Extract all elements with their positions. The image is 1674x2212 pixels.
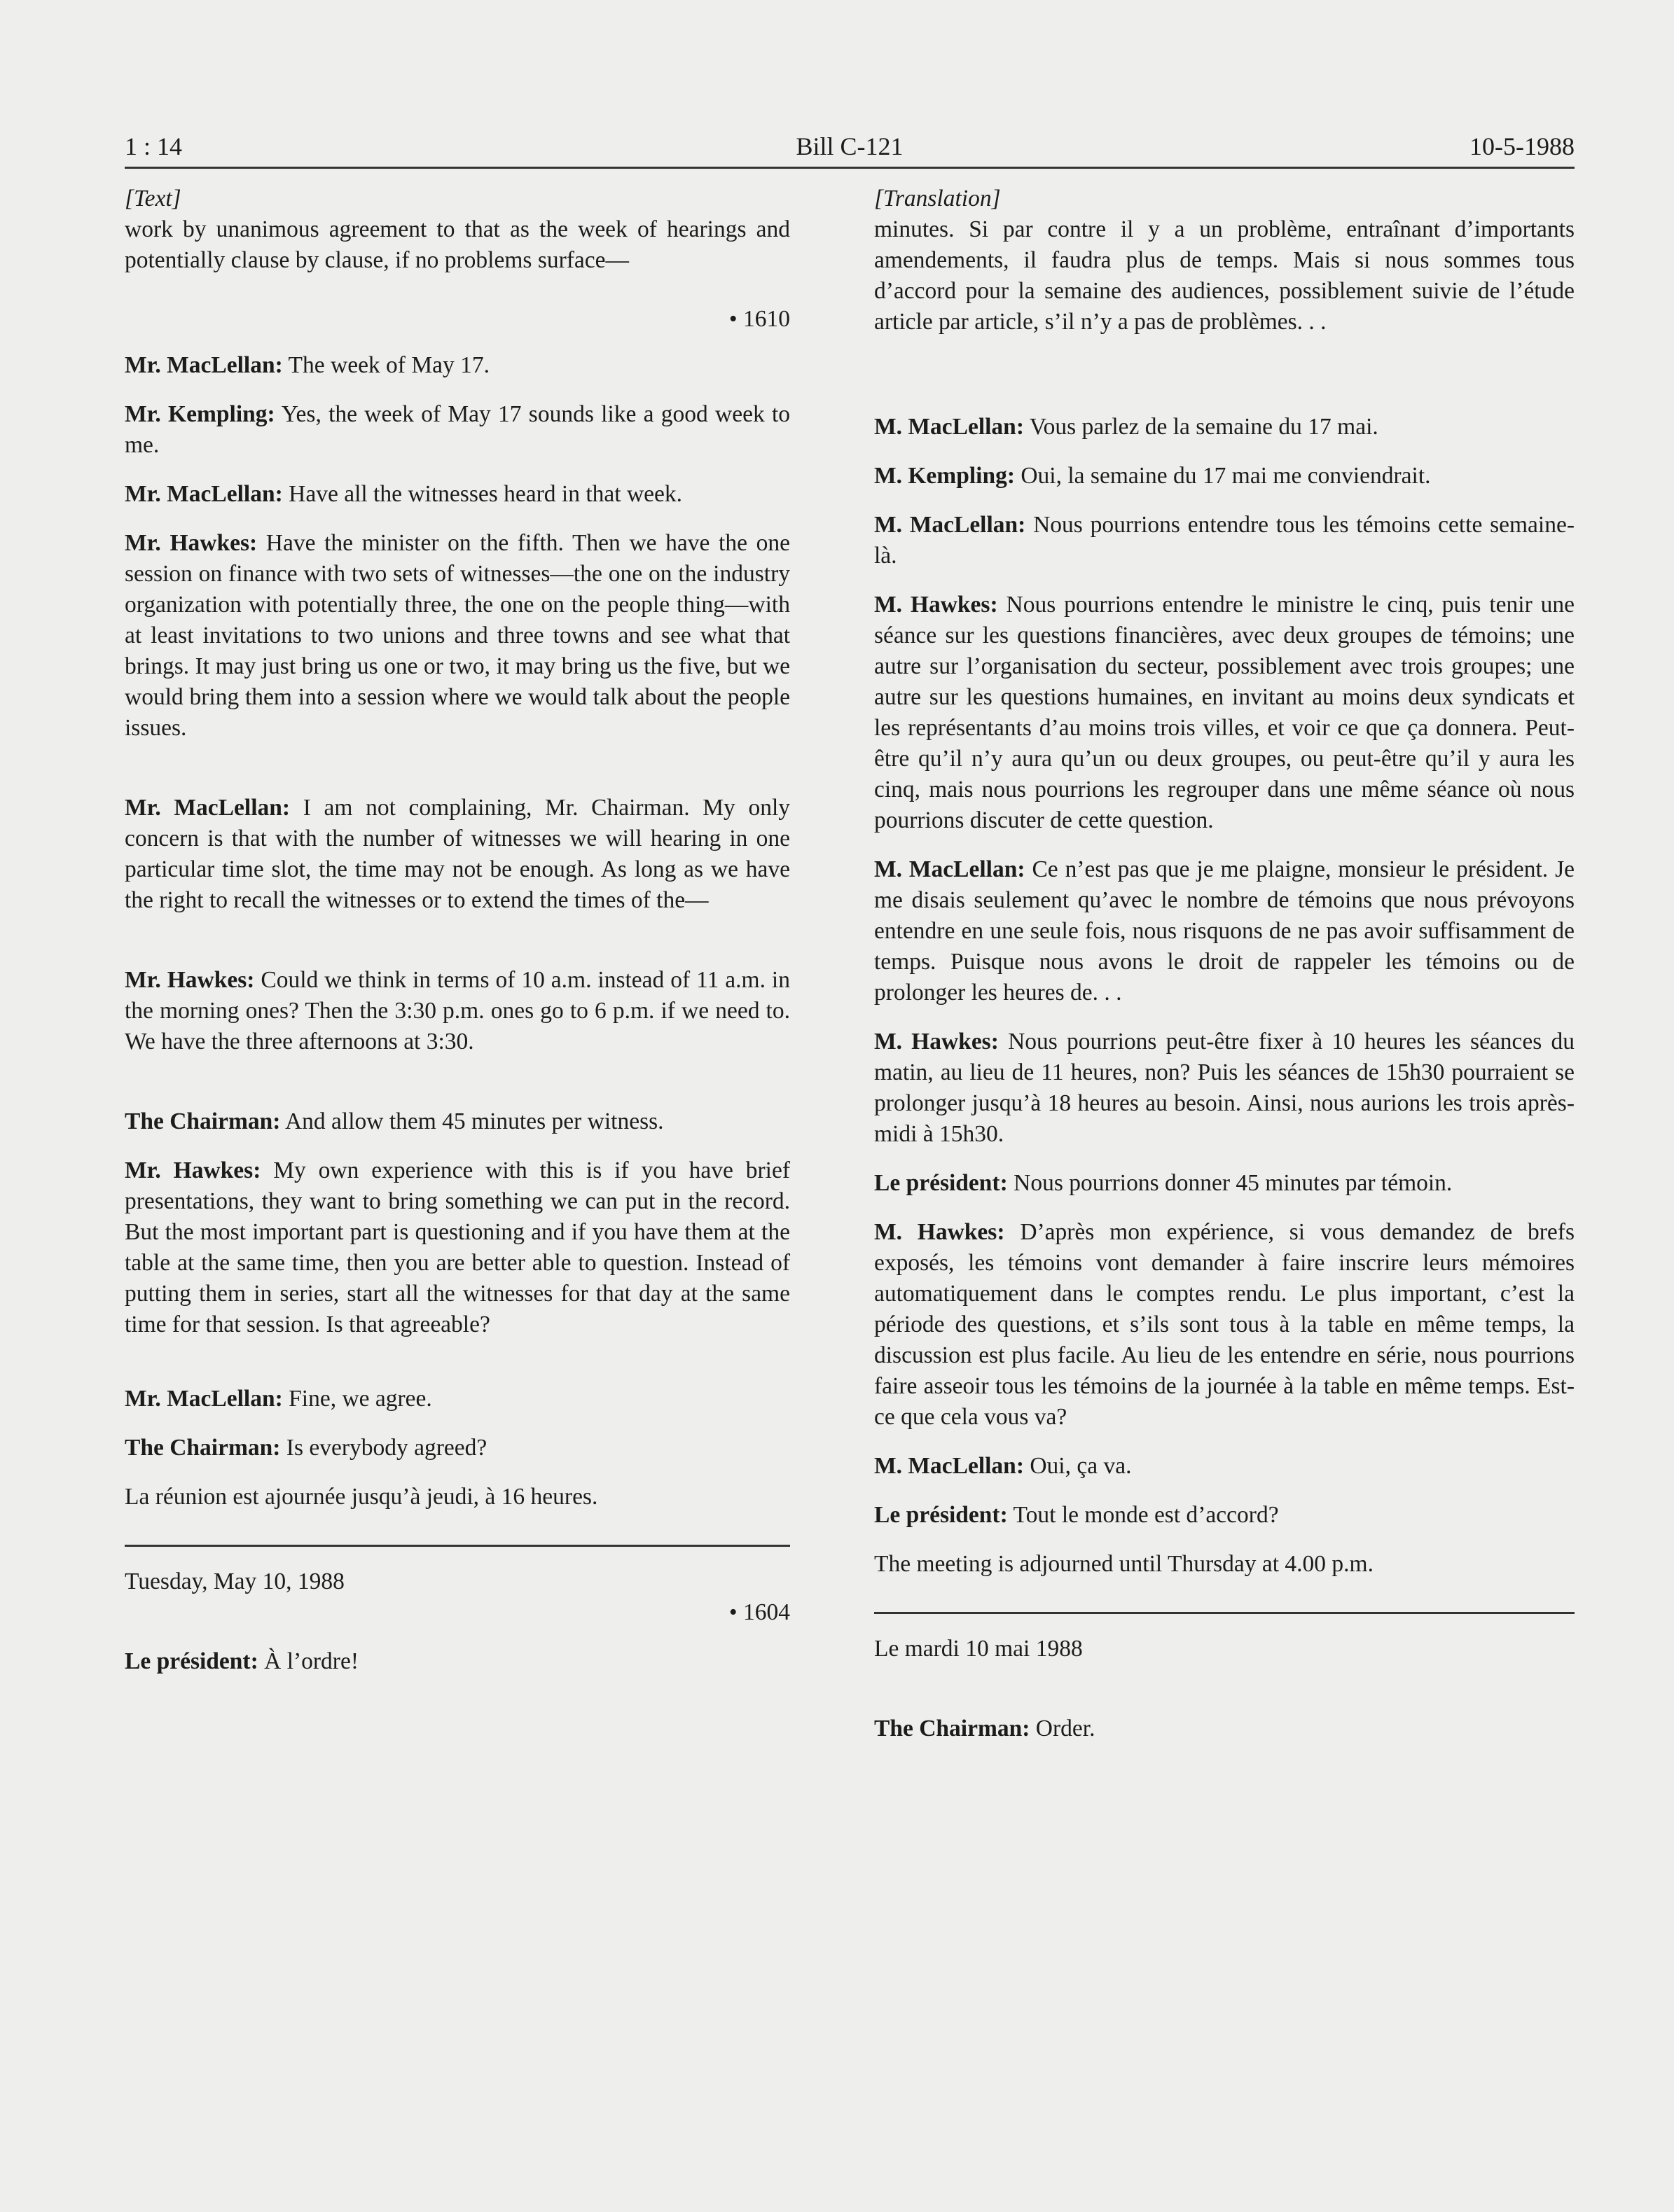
speech-entry <box>125 528 790 744</box>
speaker-name: M. MacLellan: <box>874 512 1026 538</box>
speaker-name: M. MacLellan: <box>874 414 1024 440</box>
speech-entry <box>125 965 790 1057</box>
speech-text: The week of May 17. <box>288 352 490 378</box>
speaker-name: The Chairman: <box>125 1108 281 1134</box>
speech-text: Have the minister on the fifth. Then we have the one session on finance with two sets of witnesses—the one on the industry organization with potentially three, the one on the people thing—with at least invitations to two unions and three towns and see what that brings. It may just bring us one or two, it may bring us the five, but we would bring them into a session where we would talk about the people issues. <box>125 530 791 741</box>
section-rule <box>874 1612 1575 1614</box>
speech-entry <box>874 590 1575 836</box>
speech-text: Is everybody agreed? <box>286 1435 487 1461</box>
speech-entry <box>874 1027 1575 1150</box>
speech-entry <box>125 1155 790 1340</box>
intro-paragraph: work by unanimous agreement to that as the week of hearings and potentially clause by clause, if no problems surface— <box>125 216 790 273</box>
speaker-name: M. Hawkes: <box>874 1029 999 1055</box>
adjourn-line: La réunion est ajournée jusqu’à jeudi, à 16 heures. <box>125 1484 598 1510</box>
speech-text: Tout le monde est d’accord? <box>1013 1502 1279 1528</box>
speaker-name: Mr. MacLellan: <box>125 352 283 378</box>
speaker-name: Mr. MacLellan: <box>125 1386 283 1412</box>
speech-text: Yes, the week of May 17 sounds like a good week to me. <box>125 401 791 458</box>
page-header <box>125 126 1575 168</box>
speech-entry <box>874 1713 1575 1744</box>
speech-text: My own experience with this is if you have brief presentations, they want to bring something we can put in the record. But the most important part is questioning and if you have them at the table at the same time, then you are better able to question. Instead of putting them in series, start all the witnesses for that day at the same time for that session. Is that agreeable? <box>125 1157 791 1337</box>
speech-entry <box>874 412 1575 443</box>
speech-entry <box>125 793 790 916</box>
translation-tag: [Translation] <box>874 186 1001 211</box>
speech-text: Nous pourrions peut-être fixer à 10 heures les séances du matin, au lieu de 11 heures, non? Puis les séances de 15h30 pourraient se prolonger jusqu’à 18 heures au besoin. Ainsi, nous aurions les trois après-midi à 15h30. <box>874 1029 1575 1147</box>
speaker-name: M. Hawkes: <box>874 1219 1005 1245</box>
speech-text: Have all the witnesses heard in that week. <box>289 481 683 507</box>
speech-text: Oui, la semaine du 17 mai me conviendrait. <box>1021 463 1431 489</box>
speaker-name: M. Hawkes: <box>874 592 998 618</box>
left-column <box>125 183 790 1677</box>
speaker-name: The Chairman: <box>874 1716 1030 1741</box>
speaker-name: Mr. Kempling: <box>125 401 275 427</box>
speech-entry <box>125 1646 790 1677</box>
speech-entry <box>125 399 790 461</box>
date-line: Le mardi 10 mai 1988 <box>874 1636 1083 1662</box>
speaker-name: Le président: <box>125 1648 258 1674</box>
speech-text: À l’ordre! <box>264 1648 359 1674</box>
section-rule <box>125 1545 790 1547</box>
speech-entry <box>125 1433 790 1463</box>
speech-text: Fine, we agree. <box>289 1386 432 1412</box>
speech-text: I am not complaining, Mr. Chairman. My only concern is that with the number of witnesses we will hearing in one particular time slot, the time may not be enough. As long as we have the right to recall the witnesses or to extend the times of the— <box>125 795 791 913</box>
speech-entry <box>125 1106 790 1137</box>
speaker-name: Mr. Hawkes: <box>125 967 255 993</box>
bill-title: Bill C-121 <box>796 132 904 160</box>
text-tag: [Text] <box>125 186 181 211</box>
speech-text: Nous pourrions entendre tous les témoins cette semaine-là. <box>874 512 1575 569</box>
speech-text: And allow them 45 minutes per witness. <box>284 1108 664 1134</box>
speaker-name: M. Kempling: <box>874 463 1015 489</box>
speech-text: Order. <box>1035 1716 1095 1741</box>
timestamp: • 1610 <box>728 306 790 332</box>
speaker-name: Mr. MacLellan: <box>125 795 291 821</box>
speech-text: Nous pourrions donner 45 minutes par témoin. <box>1014 1170 1453 1196</box>
date-line: Tuesday, May 10, 1988 <box>125 1568 345 1594</box>
speaker-name: Le président: <box>874 1170 1008 1196</box>
speech-entry <box>874 1451 1575 1482</box>
speech-text: Vous parlez de la semaine du 17 mai. <box>1029 414 1378 440</box>
speech-entry <box>874 510 1575 571</box>
speech-entry <box>874 1500 1575 1531</box>
page-number: 1 : 14 <box>125 132 183 160</box>
speaker-name: M. MacLellan: <box>874 1453 1024 1479</box>
speaker-name: Mr. MacLellan: <box>125 481 283 507</box>
speech-entry <box>125 350 790 381</box>
speech-text: Ce n’est pas que je me plaigne, monsieur le président. Je me disais seulement qu’avec le nombre de témoins que nous prévoyons entendre en une seule fois, nous risquons de ne pas avoir suffisamment de temps. Puisque nous avons le droit de rappeler les témoins ou de prolonger les heures de. . . <box>874 856 1575 1006</box>
speech-text: Nous pourrions entendre le ministre le cinq, puis tenir une séance sur les questions financières, avec deux groupes de témoins; une autre sur l’organisation du secteur, possiblement avec trois groupes; une autre sur les questions humaines, en invitant au moins deux syndicats et les représentants d’au moins trois villes, et voir ce que ça donnera. Peut-être qu’il n’y aura qu’un ou deux groupes, ou peut-être qu’il y aura les cinq, mais nous pourrions les regrouper dans une même séance où nous pourrions discuter de cette question. <box>874 592 1575 833</box>
adjourn-line: The meeting is adjourned until Thursday at 4.00 p.m. <box>874 1551 1374 1577</box>
speaker-name: Mr. Hawkes: <box>125 1157 261 1183</box>
speaker-name: M. MacLellan: <box>874 856 1025 882</box>
speaker-name: Mr. Hawkes: <box>125 530 258 556</box>
speech-entry <box>874 854 1575 1008</box>
speech-entry <box>125 1384 790 1414</box>
speaker-name: Le président: <box>874 1502 1008 1528</box>
header-date: 10-5-1988 <box>1469 132 1575 160</box>
right-column <box>874 183 1575 1744</box>
speech-entry <box>874 1217 1575 1433</box>
timestamp: • 1604 <box>728 1599 790 1625</box>
speech-entry <box>874 1168 1575 1199</box>
speech-text: D’après mon expérience, si vous demandez de brefs exposés, les témoins vont demander à faire inscrire leurs mémoires automatiquement dans le comptes rendu. Le plus important, c’est la période des questions, et s’ils sont tous à la table en même temps, la discussion est plus facile. Au lieu de les entendre en série, nous pourrions faire asseoir tous les témoins de la journée à la table en même temps. Est-ce que cela vous va? <box>874 1219 1575 1430</box>
speech-text: Could we think in terms of 10 a.m. instead of 11 a.m. in the morning ones? Then the 3:30 p.m. ones go to 6 p.m. if we need to. We have the three afternoons at 3:30. <box>125 967 790 1055</box>
speech-entry <box>874 461 1575 492</box>
speaker-name: The Chairman: <box>125 1435 281 1461</box>
intro-paragraph: minutes. Si par contre il y a un problème, entraînant d’importants amendements, il faudra plus de temps. Mais si nous sommes tous d’accord pour la semaine des audiences, possiblement suivie de l’étude article par article, s’il n’y a pas de problèmes. . . <box>874 216 1575 335</box>
header-rule <box>125 167 1575 169</box>
speech-entry <box>125 479 790 510</box>
speech-text: Oui, ça va. <box>1030 1453 1132 1479</box>
